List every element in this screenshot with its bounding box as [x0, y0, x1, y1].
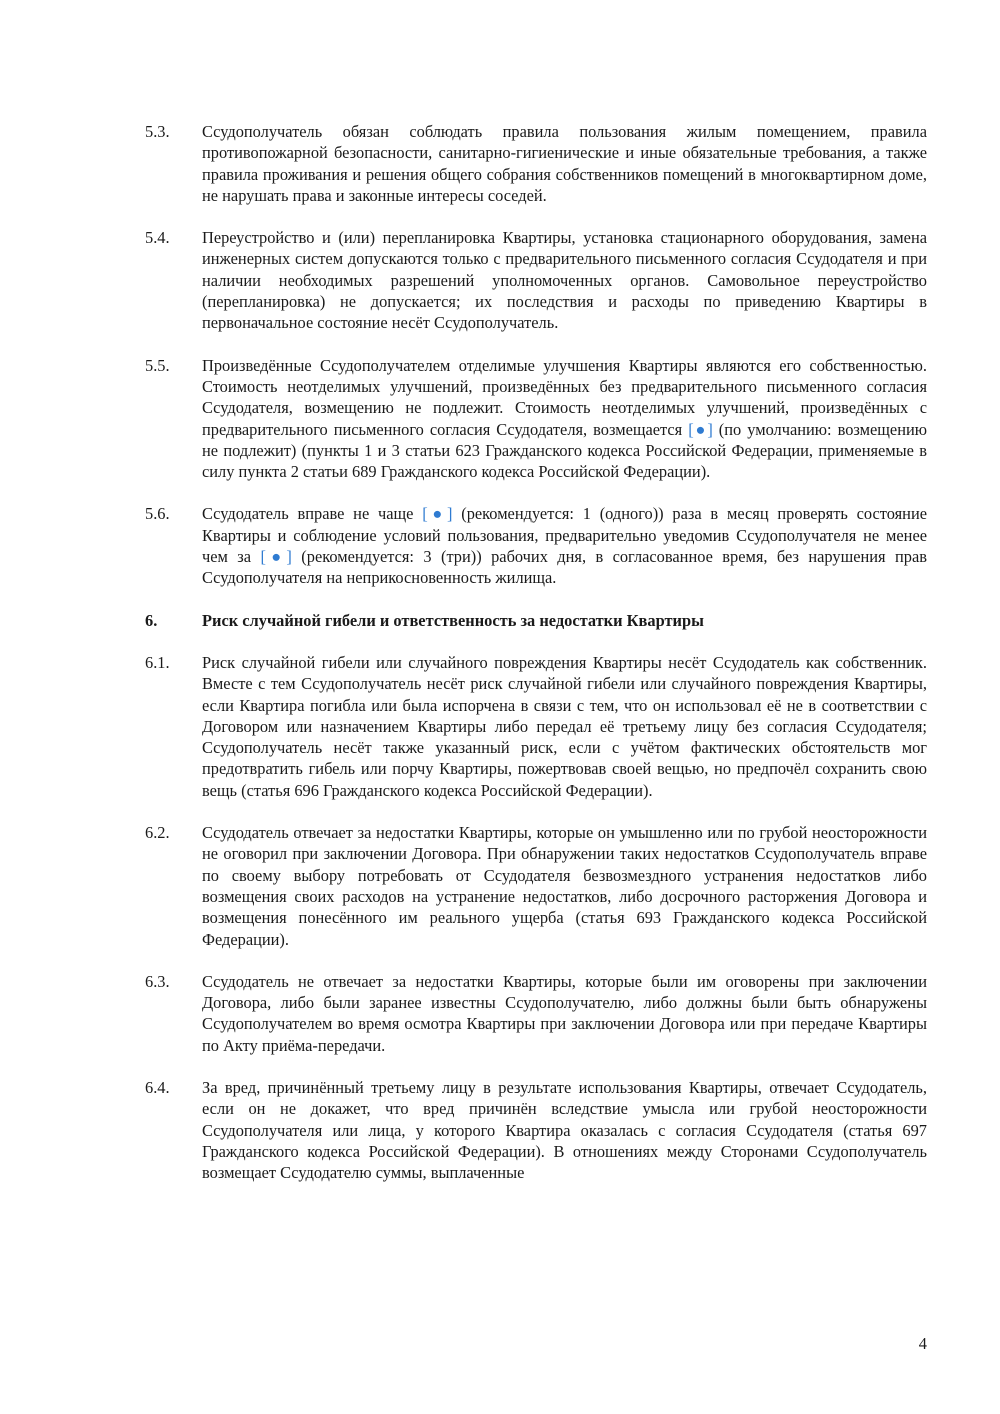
clause-6-2 — [145, 822, 927, 950]
clause-number: 5.3. — [145, 122, 170, 141]
clause-text-part: (рекомендуется: 1 (одного)) раза в месяц проверять состояние Квартиры и соблюдение условий пользования, предварительно уведомив Ссудополучателя не менее чем за — [202, 504, 927, 567]
clause-text-part: (рекомендуется: 3 (три)) рабочих дня, в согласованное время, без нарушения прав Ссудополучателя на неприкосновенность жилища. — [202, 547, 927, 588]
placeholder-field[interactable]: [●] — [260, 547, 292, 567]
placeholder-field[interactable]: [●] — [422, 504, 453, 524]
placeholder-field[interactable]: [●] — [688, 419, 713, 439]
clause-6-1 — [145, 652, 927, 801]
clause-5-3 — [145, 121, 927, 206]
clause-5-4 — [145, 227, 927, 333]
section-number: 6. — [145, 610, 158, 630]
section-6-heading — [145, 610, 927, 631]
clause-number: 5.5. — [145, 355, 170, 375]
clause-number: 6.3. — [145, 971, 170, 991]
clause-number: 6.4. — [145, 1077, 170, 1097]
clause-text: Переустройство и (или) перепланировка Квартиры, установка стационарного оборудования, замена инженерных систем допускаются только с предварительного письменного согласия Ссудодателя и при наличии необходимых разрешений уполномоченных органов. Самовольное переустройство (перепланировка) не допускается; их последствия и расходы по приведению Квартиры в первоначальное состояние несёт Ссудополучатель. — [202, 228, 927, 333]
clause-text: Ссудополучатель обязан соблюдать правила пользования жилым помещением, правила противопожарной безопасности, санитарно-гигиенические и иные обязательные требования, а также правила проживания и решения общего собрания собственников помещений в многоквартирном доме, не нарушать права и законные интересы соседей. — [202, 122, 927, 205]
clause-number: 6.1. — [145, 652, 170, 672]
clause-text: За вред, причинённый третьему лицу в результате использования Квартиры, отвечает Ссудодатель, если он не докажет, что вред причинён вследствие умысла или грубой неосторожности Ссудополучателя или лица, у которого Квартира оказалась с согласия Ссудодателя (статья 697 Гражданского кодекса Российской Федерации). В отношениях между Сторонами Ссудополучатель возмещает Ссудодателю суммы, выплаченные — [202, 1077, 927, 1183]
clause-6-3 — [145, 971, 927, 1056]
clause-number: 5.6. — [145, 504, 170, 524]
clause-5-5 — [145, 355, 927, 483]
clause-text — [202, 355, 927, 483]
clause-text: Ссудодатель отвечает за недостатки Квартиры, которые он умышленно или по грубой неосторожности не оговорил при заключении Договора. При обнаружении таких недостатков Ссудополучатель вправе по своему выбору потребовать от Ссудодателя безвозмездного устранения недостатков либо возмещения своих расходов на устранение недостатков, либо досрочного расторжения Договора и возмещения понесённого им реального ущерба (статья 693 Гражданского кодекса Российской Федерации). — [202, 823, 927, 949]
clause-6-4 — [145, 1077, 927, 1183]
section-title: Риск случайной гибели и ответственность за недостатки Квартиры — [202, 610, 704, 630]
clause-text — [202, 503, 927, 588]
clause-number: 6.2. — [145, 823, 170, 843]
clause-number: 5.4. — [145, 228, 170, 248]
clause-5-6 — [145, 503, 927, 588]
clause-text: Ссудодатель не отвечает за недостатки Квартиры, которые были им оговорены при заключении Договора, либо были заранее известны Ссудополучателю, либо должны были быть обнаружены Ссудополучателем во время осмотра Квартиры при заключении Договора или при передаче Квартиры по Акту приёма-передачи. — [202, 971, 927, 1055]
page-number: 4 — [918, 1334, 927, 1353]
document-body — [145, 121, 927, 1204]
clause-text-part: (по умолчанию: возмещению не подлежит) (пункты 1 и 3 статьи 623 Гражданского кодекса Российской Федерации, применяемые в силу пункта 2 статьи 689 Гражданского кодекса Российской Федерации). — [202, 419, 927, 482]
clause-text-part: Ссудодатель вправе не чаще — [202, 504, 423, 524]
clause-text-part: Произведённые Ссудополучателем отделимые улучшения Квартиры являются его собственностью. Стоимость неотделимых улучшений, произведённых без предварительного письменного согласия Ссудодателя, возмещению не подлежит. Стоимость неотделимых улучшений, произведённых с предварительного письменного согласия Ссудодателя, возмещается — [202, 355, 927, 439]
clause-text: Риск случайной гибели или случайного повреждения Квартиры несёт Ссудодатель как собственник. Вместе с тем Ссудополучатель несёт риск случайной гибели или случайного повреждения Квартиры, если Квартира погибла или была испорчена в связи с тем, что он использовал её не в соответствии с Договором или назначением Квартиры либо передал её третьему лицу без согласия Ссудодателя; Ссудополучатель несёт также указанный риск, если с учётом фактических обстоятельств мог предотвратить гибель или порчу Квартиры, пожертвовав своей вещью, но предпочёл сохранить свою вещь (статья 696 Гражданского кодекса Российской Федерации). — [202, 652, 927, 800]
